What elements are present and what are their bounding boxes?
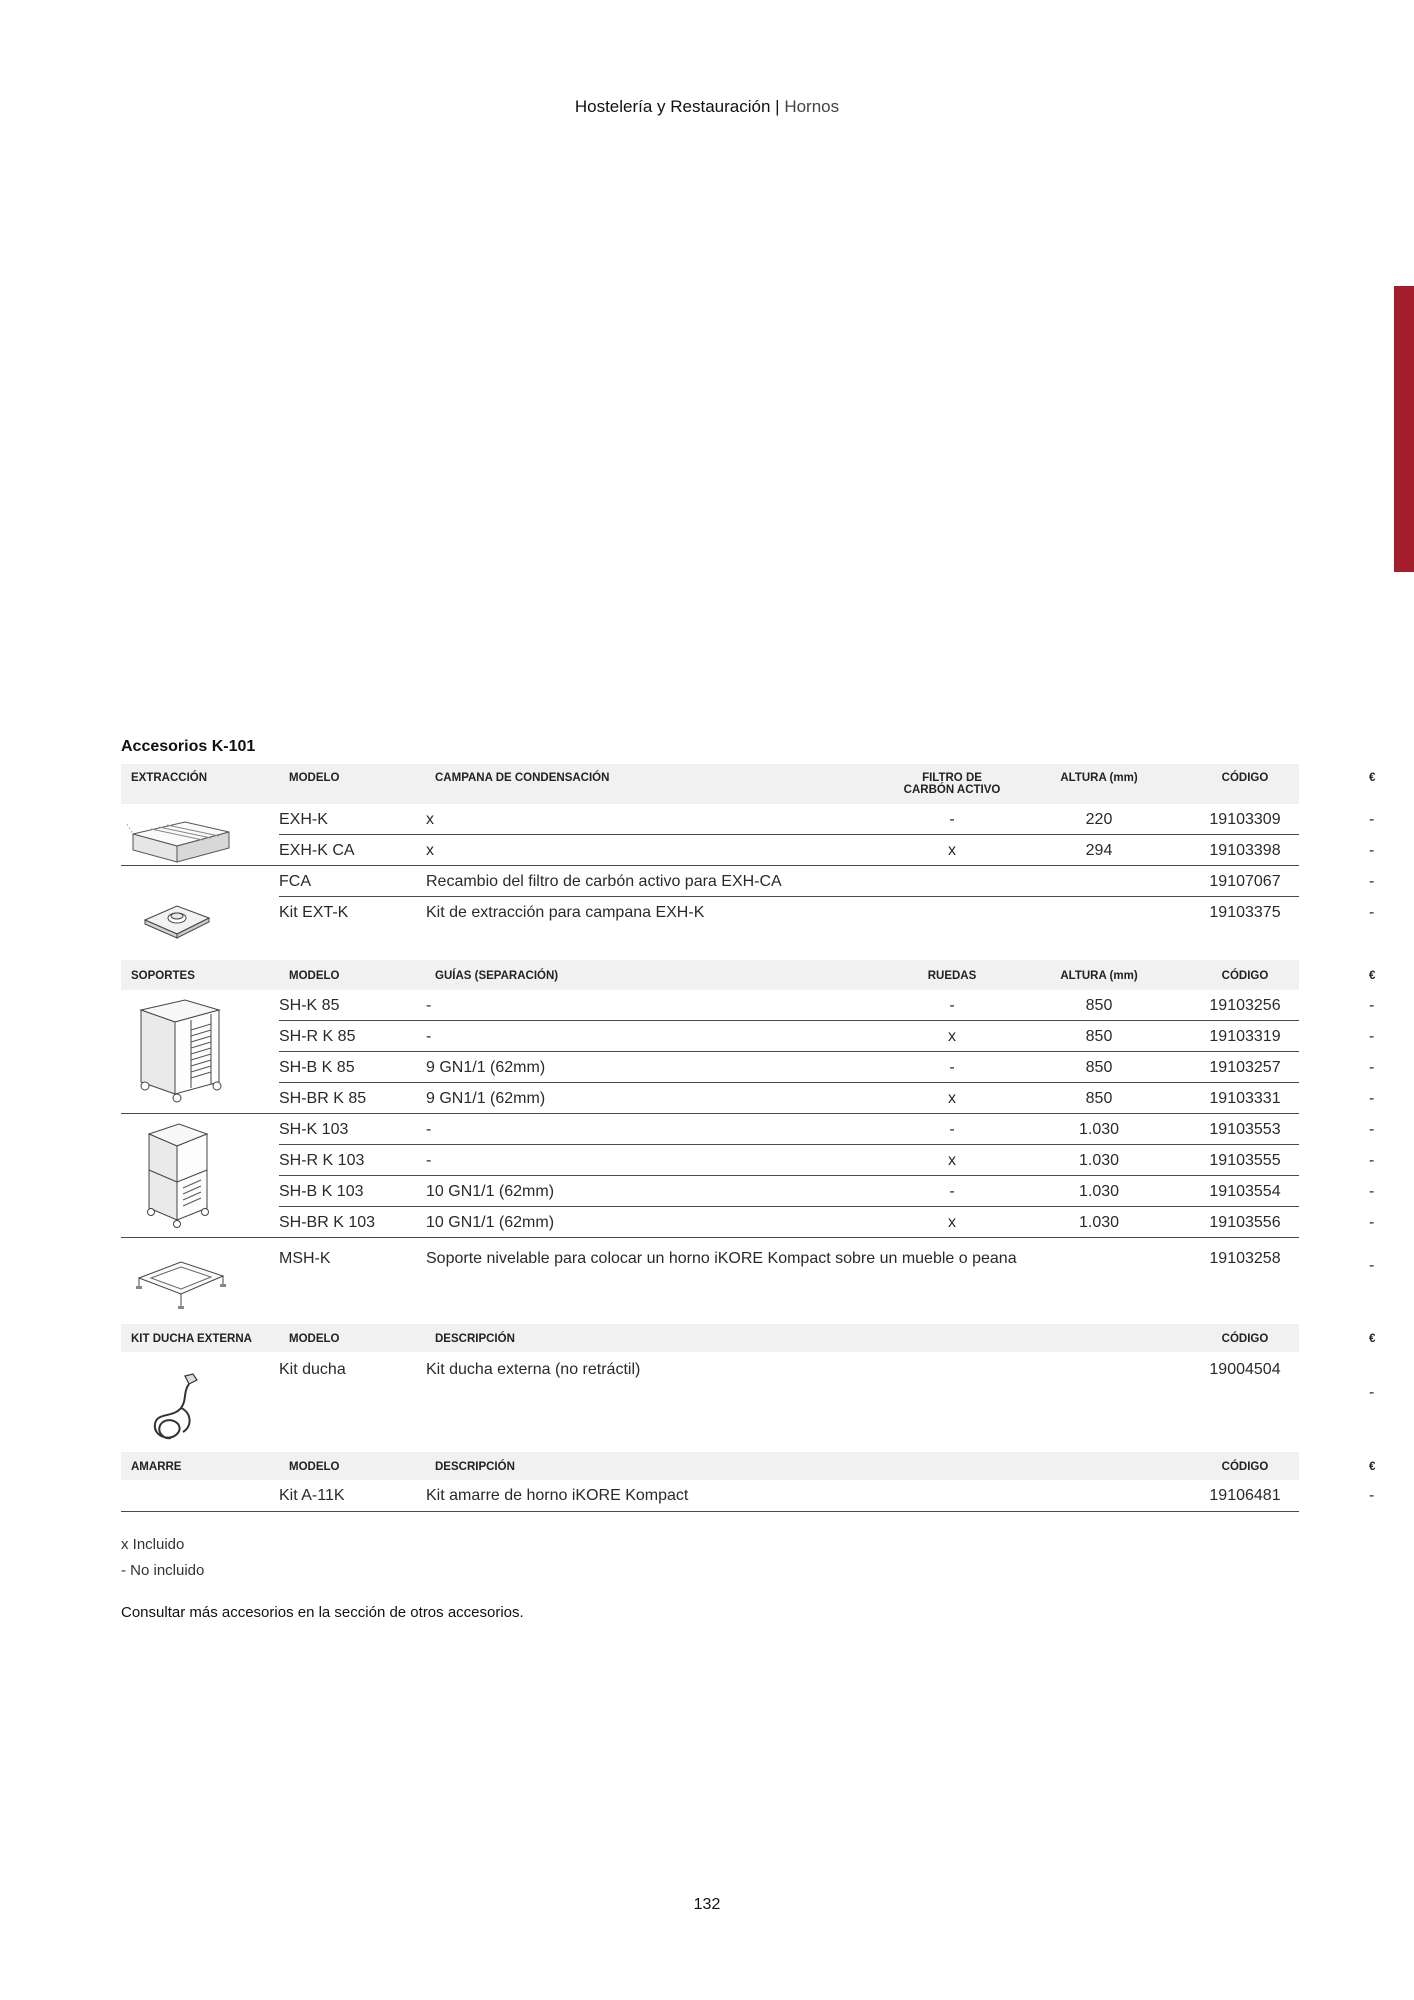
cell-altura: 850: [1085, 1059, 1113, 1076]
cell-ruedas: -: [949, 1059, 955, 1076]
cell-eur: -: [1369, 811, 1375, 828]
amarre-header: [121, 1452, 1376, 1480]
col-desc: DESCRIPCIÓN: [435, 1333, 515, 1345]
cell-desc: x: [426, 811, 434, 828]
cell-codigo: 19103553: [1209, 1121, 1281, 1138]
legend-not-included: - No incluido: [121, 1562, 205, 1579]
col-codigo: CÓDIGO: [1221, 1461, 1269, 1473]
cell-desc: -: [426, 1152, 432, 1169]
cell-codigo: 19103375: [1209, 904, 1281, 921]
cell-codigo: 19103331: [1209, 1090, 1281, 1107]
table-row: [279, 1114, 1375, 1145]
col-eur: €: [1369, 970, 1376, 982]
cell-ruedas: x: [948, 1028, 956, 1045]
header-separator: |: [775, 97, 780, 116]
table-row: [279, 1207, 1375, 1238]
col-model: MODELO: [289, 970, 340, 982]
cell-desc: Kit amarre de horno iKORE Kompact: [426, 1487, 689, 1504]
cell-ruedas: x: [948, 1152, 956, 1169]
table-row: [279, 1176, 1375, 1207]
col-ruedas: RUEDAS: [927, 970, 977, 982]
section-tab-marker: [1394, 286, 1414, 572]
cell-model: SH-R K 103: [279, 1152, 365, 1169]
soportes-table: [121, 960, 1376, 1322]
cell-ruedas: -: [949, 1183, 955, 1200]
col-codigo: CÓDIGO: [1221, 970, 1269, 982]
cell-codigo: 19103555: [1209, 1152, 1281, 1169]
cell-eur: -: [1369, 1028, 1375, 1045]
header-section: Hornos: [784, 97, 840, 116]
cell-altura: 1.030: [1078, 1183, 1120, 1200]
cell-desc: Kit ducha externa (no retráctil): [426, 1361, 641, 1378]
cell-codigo: 19103554: [1209, 1183, 1281, 1200]
cell-desc: Soporte nivelable para colocar un horno iKORE Kompact sobre un mueble o peana: [426, 1250, 1017, 1267]
col-eur: €: [1369, 1333, 1376, 1345]
cell-eur: -: [1369, 904, 1375, 921]
ducha-header: [121, 1324, 1376, 1352]
extraccion-table: [121, 764, 1376, 944]
cell-altura: 294: [1085, 842, 1113, 859]
table-row: [279, 1354, 1375, 1434]
col-filtro: FILTRO DE CARBÓN ACTIVO: [903, 772, 1001, 797]
cell-model: SH-BR K 103: [279, 1214, 376, 1231]
col-desc: CAMPANA DE CONDENSACIÓN: [435, 772, 610, 784]
cell-ruedas: -: [949, 1121, 955, 1138]
extraction-hood-illustration: [125, 812, 235, 868]
cell-model: Kit EXT-K: [279, 904, 349, 921]
cell-altura: 850: [1085, 997, 1113, 1014]
cell-model: SH-B K 103: [279, 1183, 364, 1200]
cell-eur: -: [1369, 1183, 1375, 1200]
cell-altura: 1.030: [1078, 1214, 1120, 1231]
cell-altura: 850: [1085, 1090, 1113, 1107]
divider: [121, 1511, 1299, 1512]
cell-model: EXH-K CA: [279, 842, 355, 859]
cell-desc: Recambio del filtro de carbón activo para EXH-CA: [426, 873, 782, 890]
col-category: AMARRE: [131, 1461, 182, 1473]
cell-ruedas: -: [949, 997, 955, 1014]
cell-codigo: 19004504: [1209, 1361, 1281, 1378]
cell-eur: -: [1369, 1090, 1375, 1107]
col-category: EXTRACCIÓN: [131, 772, 208, 784]
cell-desc: -: [426, 997, 432, 1014]
table-row: [279, 990, 1375, 1021]
cell-filtro: -: [949, 811, 955, 828]
cell-desc: x: [426, 842, 434, 859]
col-model: MODELO: [289, 1333, 340, 1345]
cell-eur: -: [1369, 1152, 1375, 1169]
table-row: [279, 1243, 1375, 1318]
table-row: [279, 1083, 1375, 1114]
cell-codigo: 19103398: [1209, 842, 1281, 859]
col-codigo: CÓDIGO: [1221, 1333, 1269, 1345]
divider: [121, 1237, 1299, 1238]
cell-codigo: 19103319: [1209, 1028, 1281, 1045]
cell-eur: -: [1369, 1487, 1375, 1504]
col-model: MODELO: [289, 1461, 340, 1473]
cell-model: SH-R K 85: [279, 1028, 356, 1045]
cell-model: EXH-K: [279, 811, 328, 828]
cell-eur: -: [1369, 1121, 1375, 1138]
cell-codigo: 19103256: [1209, 997, 1281, 1014]
cell-model: Kit ducha: [279, 1361, 346, 1378]
footnote: Consultar más accesorios en la sección de otros accesorios.: [121, 1604, 524, 1621]
extraction-kit-illustration: [141, 898, 213, 942]
cell-altura: 220: [1085, 811, 1113, 828]
cell-model: MSH-K: [279, 1250, 331, 1267]
cell-codigo: 19103258: [1209, 1250, 1281, 1267]
cell-eur: -: [1369, 873, 1375, 890]
col-category: KIT DUCHA EXTERNA: [131, 1333, 252, 1345]
cell-ruedas: x: [948, 1090, 956, 1107]
cell-desc: 9 GN1/1 (62mm): [426, 1059, 546, 1076]
cell-desc: 9 GN1/1 (62mm): [426, 1090, 546, 1107]
cell-ruedas: x: [948, 1214, 956, 1231]
section-title: Accesorios K-101: [121, 738, 256, 755]
cell-desc: 10 GN1/1 (62mm): [426, 1183, 555, 1200]
col-model: MODELO: [289, 772, 340, 784]
table-row: [279, 1052, 1375, 1083]
cell-altura: 1.030: [1078, 1152, 1120, 1169]
cell-desc: Kit de extracción para campana EXH-K: [426, 904, 705, 921]
cell-eur: -: [1369, 1257, 1375, 1274]
page-number: 132: [693, 1896, 721, 1913]
leveling-base-illustration: [131, 1254, 231, 1314]
cell-eur: -: [1369, 1214, 1375, 1231]
cell-model: SH-BR K 85: [279, 1090, 367, 1107]
table-row: [279, 897, 1375, 942]
divider: [121, 865, 1299, 866]
col-desc: DESCRIPCIÓN: [435, 1461, 515, 1473]
cell-codigo: 19103556: [1209, 1214, 1281, 1231]
cell-filtro: x: [948, 842, 956, 859]
table-row: [279, 866, 1375, 897]
col-category: SOPORTES: [131, 970, 195, 982]
cell-codigo: 19103257: [1209, 1059, 1281, 1076]
cell-codigo: 19107067: [1209, 873, 1281, 890]
table-row: [279, 804, 1375, 835]
cell-eur: -: [1369, 1059, 1375, 1076]
ducha-table: [121, 1324, 1376, 1446]
col-altura: ALTURA (mm): [1060, 772, 1138, 784]
col-altura: ALTURA (mm): [1060, 970, 1138, 982]
cell-codigo: 19103309: [1209, 811, 1281, 828]
cell-altura: 1.030: [1078, 1121, 1120, 1138]
cell-desc: -: [426, 1028, 432, 1045]
cell-model: FCA: [279, 873, 311, 890]
extraccion-header: [121, 764, 1376, 804]
cell-eur: -: [1369, 1384, 1375, 1401]
cell-model: SH-K 103: [279, 1121, 349, 1138]
cell-altura: 850: [1085, 1028, 1113, 1045]
page-header: [0, 97, 1414, 117]
cell-model: SH-K 85: [279, 997, 340, 1014]
cell-eur: -: [1369, 997, 1375, 1014]
soportes-header: [121, 960, 1376, 990]
legend-included: x Incluido: [121, 1536, 185, 1553]
header-main: Hostelería y Restauración: [574, 97, 771, 116]
stand-85-illustration: [135, 996, 231, 1106]
cell-eur: -: [1369, 842, 1375, 859]
table-row: [279, 1021, 1375, 1052]
col-desc: GUÍAS (SEPARACIÓN): [435, 970, 559, 982]
table-row: [279, 1145, 1375, 1176]
amarre-table: [121, 1452, 1376, 1514]
cell-model: SH-B K 85: [279, 1059, 355, 1076]
shower-hose-icon: [147, 1370, 203, 1446]
table-row: [279, 835, 1375, 866]
cell-codigo: 19106481: [1209, 1487, 1281, 1504]
col-codigo: CÓDIGO: [1221, 772, 1269, 784]
table-row: [279, 1480, 1375, 1511]
col-eur: €: [1369, 772, 1376, 784]
stand-103-illustration: [135, 1120, 231, 1232]
col-eur: €: [1369, 1461, 1376, 1473]
cell-desc: 10 GN1/1 (62mm): [426, 1214, 555, 1231]
cell-model: Kit A-11K: [279, 1487, 345, 1504]
cell-desc: -: [426, 1121, 432, 1138]
